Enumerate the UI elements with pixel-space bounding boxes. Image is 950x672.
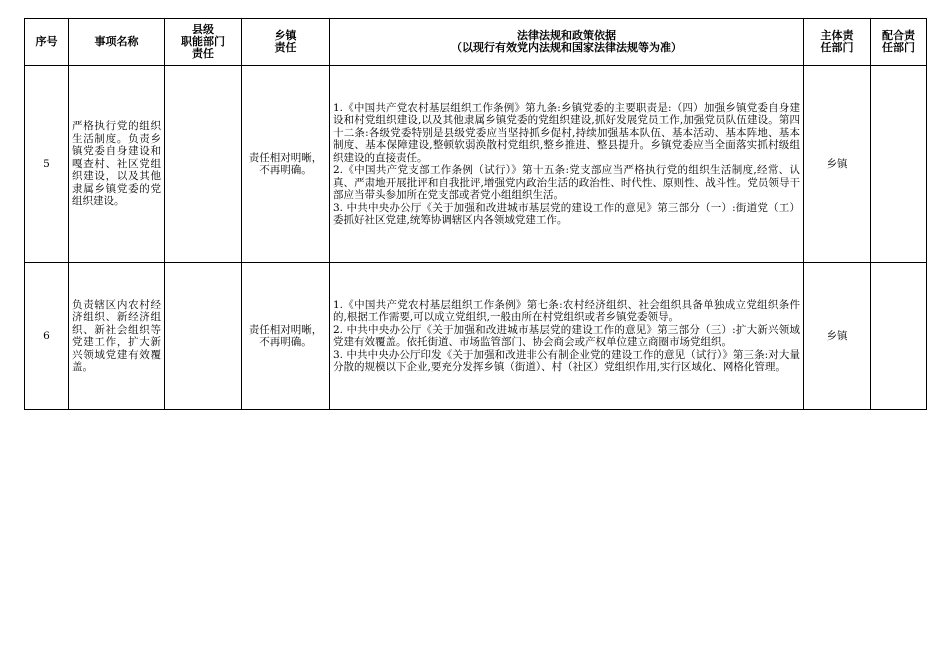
basis-line: 3. 中共中央办公厅印发《关于加强和改进非公有制企业党的建设工作的意见（试行）》第三条:对大量分散的规模以下企业,要充分发挥乡镇（街道）、村（社区）党组织作用,实行区域化、网格化管理。 [333,348,800,373]
row-legal-basis [330,66,804,263]
table-row [25,66,927,263]
row-cooperating-department [871,263,927,410]
row-main-department: 乡镇 [804,66,871,263]
header-item-name: 事项名称 [69,19,165,66]
header-county-responsibility: 县级 职能部门 责任 [165,19,242,66]
row-town-responsibility: 责任相对明晰，不再明确。 [242,66,330,263]
basis-line: 2. 中共中央办公厅《关于加强和改进城市基层党的建设工作的意见》第三部分（三）:扩大新兴领域党建有效覆盖。依托街道、市场监管部门、协会商会或产权单位建立商圈市场党组织。 [333,323,800,348]
row-seq: 5 [25,66,69,263]
basis-line: 2.《中国共产党支部工作条例（试行）》第十五条:党支部应当严格执行党的组织生活制度,经常、认真、严肃地开展批评和自我批评,增强党内政治生活的政治性、时代性、原则性、战斗性。党员领导干部应当带头参加所在党支部或者党小组组织生活。 [333,164,800,201]
row-main-department: 乡镇 [804,263,871,410]
basis-line: 1.《中国共产党农村基层组织工作条例》第九条:乡镇党委的主要职责是:（四）加强乡镇党委自身建设和村党组织建设,以及其他隶属乡镇党委的党组织建设,抓好发展党员工作,加强党员队伍建设。第四十二条:各级党委特别是县级党委应当坚持抓乡促村,持续加强基本队伍、基本活动、基本阵地、基本制度、基本保障建设,整顿软弱涣散村党组织,整乡推进、整县提升。乡镇党委应当全面落实抓村级组织建设的直接责任。 [333,101,800,164]
header-seq: 序号 [25,19,69,66]
table-row [25,263,927,410]
header-row [25,19,927,66]
responsibility-table [24,18,927,410]
row-item-name: 严格执行党的组织生活制度。负责乡镇党委自身建设和嘎查村、社区党组织建设，以及其他隶属乡镇党委的党组织建设。 [69,66,165,263]
row-county-responsibility [165,66,242,263]
header-town-responsibility: 乡镇 责任 [242,19,330,66]
row-cooperating-department [871,66,927,263]
row-legal-basis [330,263,804,410]
header-main-department: 主体责 任部门 [804,19,871,66]
row-county-responsibility [165,263,242,410]
header-cooperating-department: 配合责 任部门 [871,19,927,66]
basis-line: 1.《中国共产党农村基层组织工作条例》第七条:农村经济组织、社会组织具备单独成立党组织条件的,根据工作需要,可以成立党组织,一般由所在村党组织或者乡镇党委领导。 [333,298,800,323]
basis-line: 3. 中共中央办公厅《关于加强和改进城市基层党的建设工作的意见》第三部分（一）:街道党（工）委抓好社区党建,统筹协调辖区内各领域党建工作。 [333,201,800,226]
row-town-responsibility: 责任相对明晰，不再明确。 [242,263,330,410]
row-item-name: 负责辖区内农村经济组织、新经济组织、新社会组织等党建工作，扩大新兴领域党建有效覆盖。 [69,263,165,410]
row-seq: 6 [25,263,69,410]
header-legal-basis: 法律法规和政策依据 （以现行有效党内法规和国家法律法规等为准） [330,19,804,66]
